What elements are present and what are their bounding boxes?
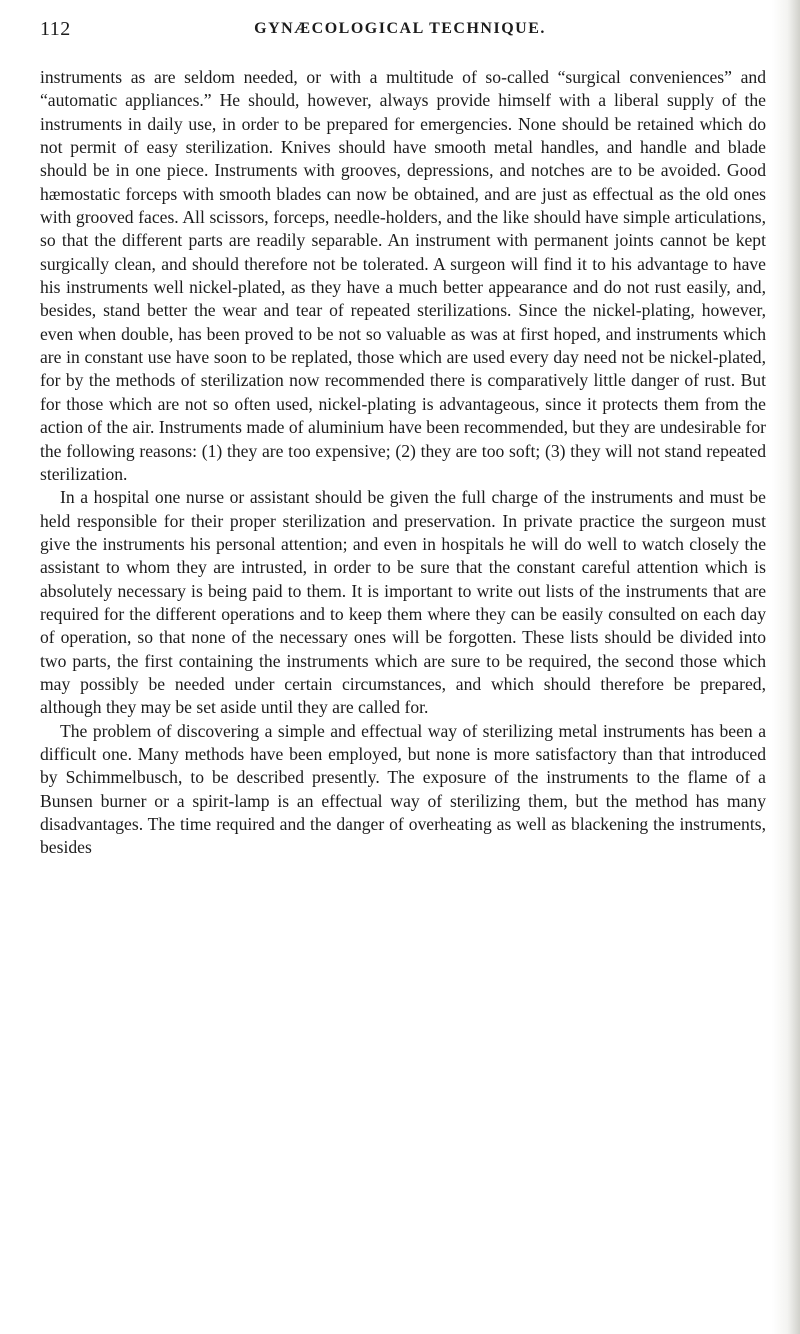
paragraph-sterilizing-methods: The problem of discovering a simple and effectual way of sterilizing metal instruments has been a difficult one. Many methods have been employed, but none is more satisfactory than that introduced by Schimmelbusch, to be described presently. The exposure of the instruments to the flame of a Bunsen burner or a spirit-lamp is an effectual way of sterilizing them, but the method has many disadvantages. The time required and the danger of overheating as well as blackening the instruments, besides bbox=[40, 720, 766, 858]
page-header bbox=[40, 18, 760, 48]
page-number: 112 bbox=[40, 18, 71, 40]
body-text bbox=[40, 66, 766, 860]
paragraph-hospital-instruments: In a hospital one nurse or assistant should be given the full charge of the instruments and must be held responsible for their proper sterilization and preservation. In private practice the surgeon must give the instruments his personal attention; and even in hospitals he will do well to watch closely the assistant to whom they are intrusted, in order to be sure that the constant careful attention which is absolutely necessary is being paid to them. It is important to write out lists of the instruments that are required for the different operations and to keep them where they can be easily consulted on each day of operation, so that none of the necessary ones will be forgotten. These lists should be divided into two parts, the first containing the instruments which are sure to be required, the second those which may possibly be needed under certain circumstances, and which should therefore be prepared, although they may be set aside until they are called for. bbox=[40, 487, 766, 718]
paragraph-continued: instruments as are seldom needed, or with a multitude of so-called “surgical conveniences” and “automatic appliances.” He should, however, always provide himself with a liberal supply of the instruments in daily use, in order to be prepared for emergencies. None should be retained which do not permit of easy sterilization. Knives should have smooth metal handles, and handle and blade should be in one piece. Instruments with grooves, depressions, and notches are to be avoided. Good hæmostatic forceps with smooth blades can now be obtained, and are just as effectual as the old ones with grooved faces. All scissors, forceps, needle-holders, and the like should have simple articulations, so that the different parts are readily separable. An instrument with permanent joints cannot be kept surgically clean, and should therefore not be tolerated. A surgeon will find it to his advantage to have his instruments well nickel-plated, as they have a much better appearance and do not rust easily, and, besides, stand better the wear and tear of repeated sterilizations. Since the nickel-plating, however, even when double, has been proved to be not so valuable as was at first hoped, and instruments which are in constant use have soon to be replated, those which are used every day need not be nickel-plated, for by the methods of sterilization now recommended there is comparatively little danger of rust. But for those which are not so often used, nickel-plating is advantageous, since it protects them from the action of the air. Instruments made of aluminium have been recommended, but they are undesirable for the following reasons: (1) they are too expensive; (2) they are too soft; (3) they will not stand repeated sterilization. bbox=[40, 67, 766, 484]
running-head: GYNÆCOLOGICAL TECHNIQUE. bbox=[254, 20, 546, 37]
page-edge-shadow bbox=[772, 0, 800, 1334]
